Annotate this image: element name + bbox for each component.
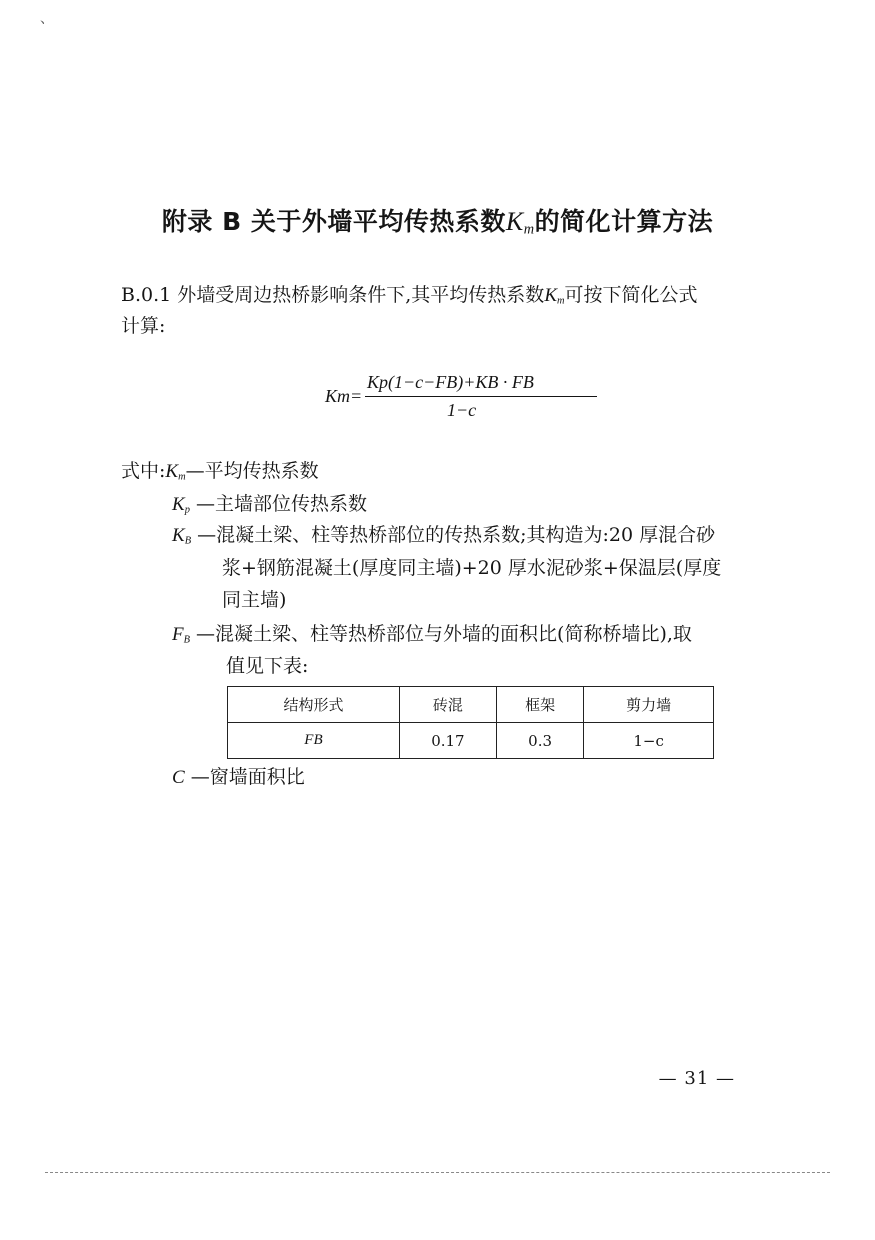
fraction-bar — [365, 396, 597, 397]
def-kp: $K_p$ —主墙部位传热系数 — [172, 493, 367, 516]
formula-denominator: 1−c — [447, 400, 477, 420]
def-km: 式中$:K_m—$平均传热系数 — [121, 460, 319, 483]
table-cell: 1−c — [584, 723, 714, 759]
footer-rule — [45, 1172, 830, 1173]
def-c: C —窗墙面积比 — [172, 766, 305, 788]
def-kb-line-2: 浆+钢筋混凝土(厚度同主墙)+20 厚水泥砂浆+保温层(厚度 — [222, 557, 722, 579]
def-fb-line-2: 值见下表: — [226, 655, 309, 677]
intro-line-2: 计算: — [121, 315, 166, 337]
table-row-label: FB — [228, 723, 400, 759]
table-header: 砖混 — [399, 687, 496, 723]
bridge-wall-ratio-table — [227, 686, 714, 759]
intro-line-1: B.0.1 外墙受周边热桥影响条件下,其平均传热系数$K_m$可按下简化公式 — [121, 284, 698, 307]
table-header: 框架 — [496, 687, 583, 723]
table-header: 结构形式 — [228, 687, 400, 723]
def-fb-line-1: $F_B$ —混凝土梁、柱等热桥部位与外墙的面积比(简称桥墙比),取 — [172, 623, 692, 646]
title-suffix: 的简化计算方法 — [534, 207, 714, 236]
def-kb-line-3: 同主墙) — [222, 589, 287, 611]
table-cell: 0.3 — [496, 723, 583, 759]
km-symbol: $K_m$ — [544, 285, 565, 307]
formula-numerator: Kp(1−c−FB)+KB · FB — [367, 372, 534, 392]
table-cell: 0.17 — [399, 723, 496, 759]
page-number: — 31 — — [658, 1068, 735, 1089]
title-prefix: 附录 B 关于外墙平均传热系数 — [161, 207, 506, 236]
appendix-title — [0, 202, 875, 239]
stray-mark: 、 — [40, 11, 54, 27]
def-kb-line-1: $K_B$ —混凝土梁、柱等热桥部位的传热系数;其构造为:20 厚混合砂 — [172, 524, 716, 547]
table-header: 剪力墙 — [584, 687, 714, 723]
title-symbol: $K_m$ — [505, 207, 535, 238]
table-header-row — [228, 687, 714, 723]
formula-lhs: Km= — [325, 386, 363, 406]
table-row — [228, 723, 714, 759]
